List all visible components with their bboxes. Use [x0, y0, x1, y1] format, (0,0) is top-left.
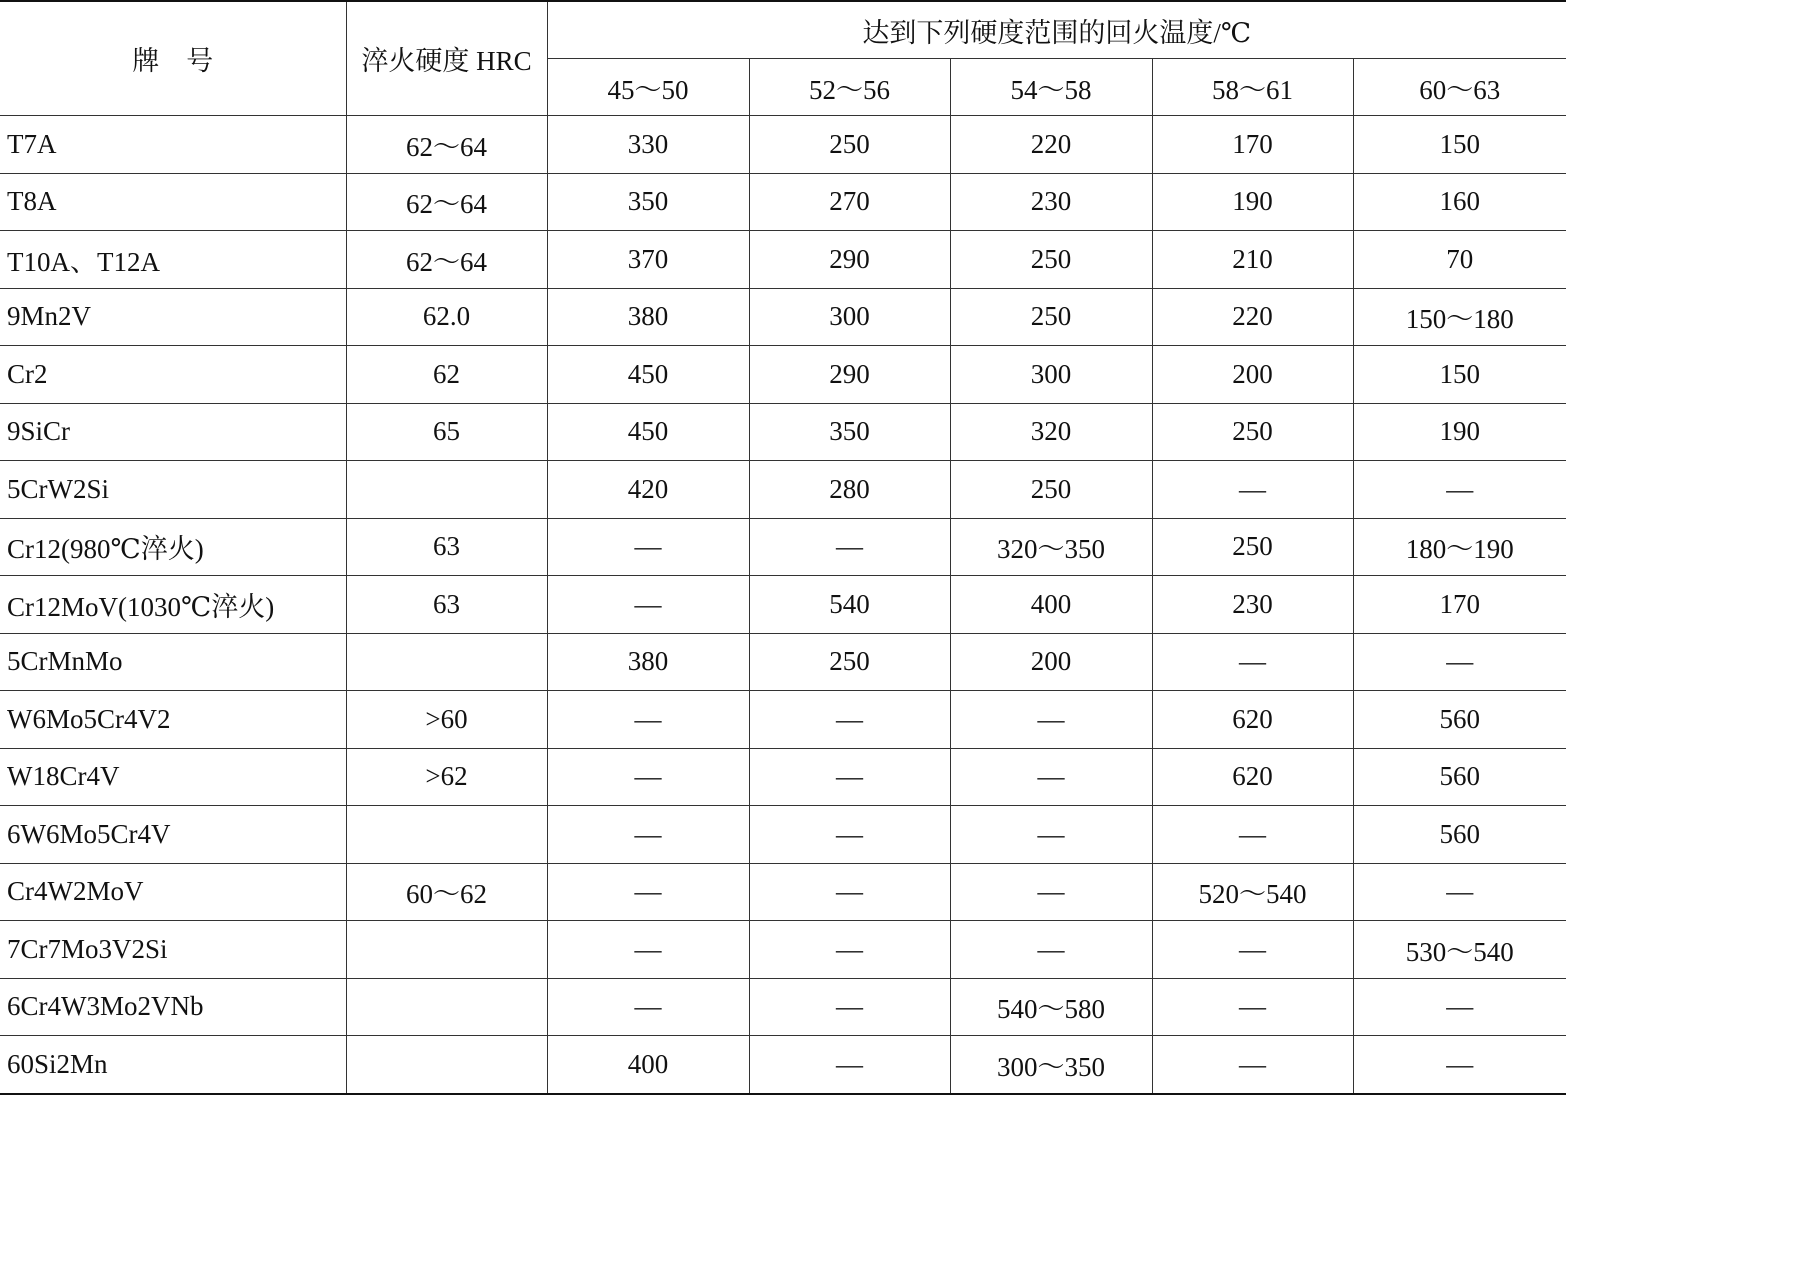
cell-temper-temperature: 190	[1353, 403, 1566, 461]
cell-temper-temperature: —	[1152, 806, 1353, 864]
header-range-60-63: 60～63	[1353, 59, 1566, 116]
cell-temper-temperature: 400	[950, 576, 1152, 634]
cell-temper-temperature: 530～540	[1353, 921, 1566, 979]
cell-temper-temperature: 350	[547, 173, 749, 231]
cell-temper-temperature: 250	[749, 116, 950, 174]
cell-temper-temperature: 250	[1152, 518, 1353, 576]
cell-temper-temperature: —	[1353, 863, 1566, 921]
table-row	[0, 748, 1566, 806]
cell-quench-hardness	[346, 1036, 547, 1094]
cell-temper-temperature: 180～190	[1353, 518, 1566, 576]
cell-temper-temperature: —	[1353, 461, 1566, 519]
cell-temper-temperature: 320	[950, 403, 1152, 461]
cell-temper-temperature: —	[1152, 921, 1353, 979]
cell-quench-hardness: >62	[346, 748, 547, 806]
table-row	[0, 921, 1566, 979]
cell-temper-temperature: 300	[950, 346, 1152, 404]
cell-temper-temperature: 560	[1353, 806, 1566, 864]
cell-temper-temperature: 230	[950, 173, 1152, 231]
cell-temper-temperature: —	[547, 978, 749, 1036]
table-header	[0, 1, 1566, 116]
cell-temper-temperature: 320～350	[950, 518, 1152, 576]
cell-temper-temperature: 150～180	[1353, 288, 1566, 346]
cell-temper-temperature: 290	[749, 346, 950, 404]
table-row	[0, 863, 1566, 921]
cell-grade: W18Cr4V	[0, 748, 346, 806]
cell-temper-temperature: —	[950, 691, 1152, 749]
cell-temper-temperature: 330	[547, 116, 749, 174]
header-grade: 牌 号	[0, 1, 346, 116]
cell-temper-temperature: 290	[749, 231, 950, 289]
cell-quench-hardness	[346, 921, 547, 979]
cell-temper-temperature: 210	[1152, 231, 1353, 289]
cell-temper-temperature: 450	[547, 346, 749, 404]
cell-temper-temperature: 540～580	[950, 978, 1152, 1036]
cell-temper-temperature: —	[749, 978, 950, 1036]
cell-temper-temperature: —	[749, 806, 950, 864]
cell-temper-temperature: 400	[547, 1036, 749, 1094]
cell-temper-temperature: 620	[1152, 691, 1353, 749]
cell-temper-temperature: 170	[1152, 116, 1353, 174]
cell-temper-temperature: 150	[1353, 346, 1566, 404]
cell-temper-temperature: —	[950, 863, 1152, 921]
header-temper-group: 达到下列硬度范围的回火温度/℃	[547, 1, 1566, 59]
cell-temper-temperature: 160	[1353, 173, 1566, 231]
cell-temper-temperature: 420	[547, 461, 749, 519]
table-row	[0, 231, 1566, 289]
cell-grade: T10A、T12A	[0, 231, 346, 289]
cell-temper-temperature: —	[547, 806, 749, 864]
cell-quench-hardness: 62.0	[346, 288, 547, 346]
table-row	[0, 806, 1566, 864]
cell-grade: Cr4W2MoV	[0, 863, 346, 921]
cell-quench-hardness: 62～64	[346, 231, 547, 289]
cell-quench-hardness	[346, 461, 547, 519]
cell-temper-temperature: 250	[950, 231, 1152, 289]
cell-quench-hardness	[346, 978, 547, 1036]
table-row	[0, 173, 1566, 231]
table-row	[0, 691, 1566, 749]
table-row	[0, 116, 1566, 174]
cell-temper-temperature: —	[1353, 978, 1566, 1036]
cell-temper-temperature: —	[1152, 1036, 1353, 1094]
cell-temper-temperature: 280	[749, 461, 950, 519]
cell-quench-hardness: 63	[346, 518, 547, 576]
cell-temper-temperature: 220	[1152, 288, 1353, 346]
table-row	[0, 518, 1566, 576]
cell-temper-temperature: —	[749, 518, 950, 576]
cell-grade: 9Mn2V	[0, 288, 346, 346]
cell-quench-hardness	[346, 806, 547, 864]
cell-temper-temperature: 620	[1152, 748, 1353, 806]
table-row	[0, 633, 1566, 691]
cell-temper-temperature: 370	[547, 231, 749, 289]
cell-grade: 5CrW2Si	[0, 461, 346, 519]
table-row	[0, 1036, 1566, 1094]
cell-temper-temperature: 380	[547, 288, 749, 346]
cell-temper-temperature: —	[1353, 633, 1566, 691]
cell-temper-temperature: —	[749, 1036, 950, 1094]
cell-quench-hardness: 62	[346, 346, 547, 404]
table-body	[0, 116, 1566, 1094]
cell-temper-temperature: —	[1152, 633, 1353, 691]
cell-temper-temperature: 380	[547, 633, 749, 691]
cell-quench-hardness: 60～62	[346, 863, 547, 921]
table-row	[0, 576, 1566, 634]
cell-grade: Cr2	[0, 346, 346, 404]
cell-temper-temperature: 250	[950, 461, 1152, 519]
cell-temper-temperature: 200	[950, 633, 1152, 691]
cell-grade: Cr12(980℃淬火)	[0, 518, 346, 576]
header-range-58-61: 58～61	[1152, 59, 1353, 116]
cell-temper-temperature: 560	[1353, 691, 1566, 749]
cell-temper-temperature: —	[749, 863, 950, 921]
cell-temper-temperature: 250	[1152, 403, 1353, 461]
cell-temper-temperature: 300～350	[950, 1036, 1152, 1094]
cell-temper-temperature: 560	[1353, 748, 1566, 806]
cell-grade: 6W6Mo5Cr4V	[0, 806, 346, 864]
cell-quench-hardness: 65	[346, 403, 547, 461]
cell-temper-temperature: 200	[1152, 346, 1353, 404]
cell-quench-hardness: >60	[346, 691, 547, 749]
cell-grade: Cr12MoV(1030℃淬火)	[0, 576, 346, 634]
header-range-52-56: 52～56	[749, 59, 950, 116]
cell-grade: T7A	[0, 116, 346, 174]
cell-temper-temperature: —	[547, 863, 749, 921]
cell-temper-temperature: 190	[1152, 173, 1353, 231]
cell-temper-temperature: 250	[950, 288, 1152, 346]
cell-grade: 5CrMnMo	[0, 633, 346, 691]
header-range-54-58: 54～58	[950, 59, 1152, 116]
cell-temper-temperature: 230	[1152, 576, 1353, 634]
cell-quench-hardness	[346, 633, 547, 691]
header-quench-hardness: 淬火硬度 HRC	[346, 1, 547, 116]
table-row	[0, 403, 1566, 461]
cell-temper-temperature: 170	[1353, 576, 1566, 634]
cell-temper-temperature: —	[950, 806, 1152, 864]
cell-temper-temperature: —	[547, 921, 749, 979]
table-row	[0, 978, 1566, 1036]
cell-temper-temperature: —	[950, 748, 1152, 806]
cell-temper-temperature: 70	[1353, 231, 1566, 289]
cell-temper-temperature: —	[749, 748, 950, 806]
cell-temper-temperature: —	[1152, 461, 1353, 519]
cell-temper-temperature: —	[950, 921, 1152, 979]
cell-grade: 6Cr4W3Mo2VNb	[0, 978, 346, 1036]
cell-grade: T8A	[0, 173, 346, 231]
cell-temper-temperature: —	[547, 748, 749, 806]
cell-grade: 60Si2Mn	[0, 1036, 346, 1094]
cell-quench-hardness: 63	[346, 576, 547, 634]
cell-temper-temperature: 520～540	[1152, 863, 1353, 921]
table-row	[0, 461, 1566, 519]
cell-temper-temperature: 250	[749, 633, 950, 691]
cell-temper-temperature: 450	[547, 403, 749, 461]
cell-temper-temperature: 350	[749, 403, 950, 461]
cell-grade: W6Mo5Cr4V2	[0, 691, 346, 749]
cell-temper-temperature: —	[749, 921, 950, 979]
table-row	[0, 346, 1566, 404]
cell-quench-hardness: 62～64	[346, 116, 547, 174]
cell-temper-temperature: 270	[749, 173, 950, 231]
cell-temper-temperature: —	[547, 518, 749, 576]
cell-temper-temperature: —	[1152, 978, 1353, 1036]
cell-grade: 7Cr7Mo3V2Si	[0, 921, 346, 979]
cell-temper-temperature: —	[547, 691, 749, 749]
table-row	[0, 288, 1566, 346]
cell-temper-temperature: 300	[749, 288, 950, 346]
cell-temper-temperature: —	[749, 691, 950, 749]
header-row-1	[0, 1, 1566, 59]
cell-temper-temperature: —	[547, 576, 749, 634]
cell-quench-hardness: 62～64	[346, 173, 547, 231]
cell-temper-temperature: —	[1353, 1036, 1566, 1094]
cell-temper-temperature: 220	[950, 116, 1152, 174]
cell-temper-temperature: 540	[749, 576, 950, 634]
header-range-45-50: 45～50	[547, 59, 749, 116]
cell-grade: 9SiCr	[0, 403, 346, 461]
cell-temper-temperature: 150	[1353, 116, 1566, 174]
